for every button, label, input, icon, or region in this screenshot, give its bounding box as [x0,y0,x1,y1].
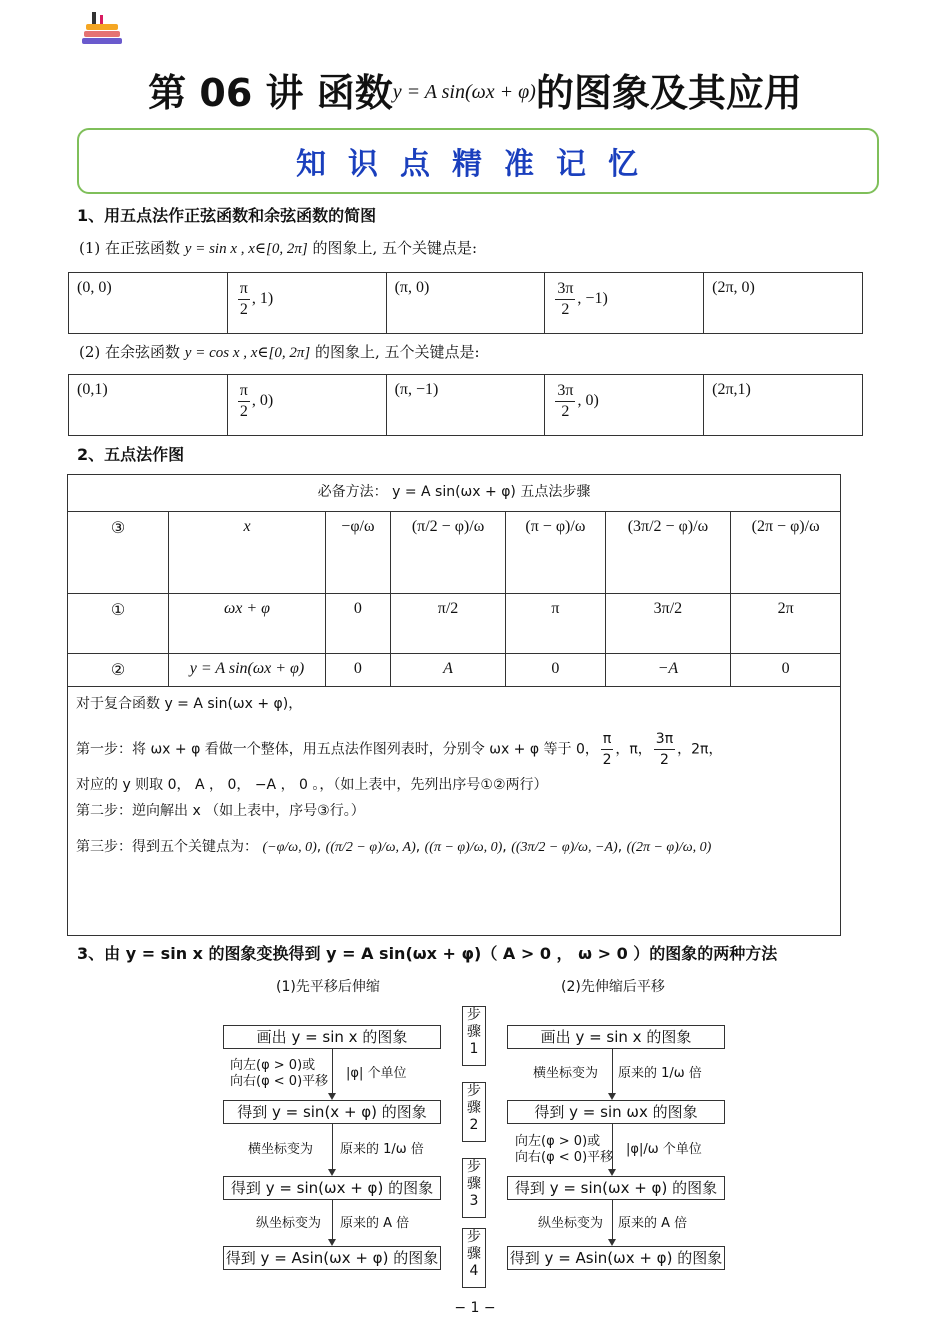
sin-points-table [68,272,863,334]
m2-box-2: 得到 y = sin ωx 的图象 [507,1100,725,1124]
sin-point-2: $\frac{\pi}{2}$ , 1) [227,273,386,334]
step-2-label: 步骤2 [462,1082,486,1142]
row1-name: ωx + φ [169,594,326,654]
m1-label-ratio: 原来的 1/ω 倍 [340,1142,424,1157]
row1-index: ① [68,594,169,654]
row1-cell: 3π/2 [605,594,731,654]
cos-point-3: (π, −1) [386,375,545,436]
m2-label-shift: 向左(φ > 0)或 向右(φ < 0)平移 [515,1134,614,1165]
method-explanation [68,687,841,936]
page-title: 第 06 讲 函数$^{y = A sin(\omega x + \varphi)}$的图象及其应用 [148,71,802,115]
book-logo-icon [80,10,126,48]
row3-index: ③ [68,512,169,594]
cos-points-table [68,374,863,436]
row1-cell: π [506,594,605,654]
row3-cell: (π − φ)/ω [506,512,605,594]
row3-cell: −φ/ω [326,512,391,594]
row1-cell: 0 [326,594,391,654]
m1-label-amp: 原来的 A 倍 [340,1216,410,1231]
page-number: − 1 − [454,1300,496,1316]
method2-title: (2)先伸缩后平移 [561,979,665,995]
step-3-label: 步骤3 [462,1158,486,1218]
m1-box-3: 得到 y = sin(ωx + φ) 的图象 [223,1176,441,1200]
row3-name: x [169,512,326,594]
step2: 第二步：逆向解出 x （如上表中，序号③行。） [76,803,365,819]
section3-heading: 3、由 y = sin x 的图象变换得到 y = A sin(ωx + φ)（ A > 0 ， ω > 0 ）的图象的两种方法 [77,944,778,963]
cos-point-2: $\frac{\pi}{2}$ , 0) [227,375,386,436]
sin-point-3: (π, 0) [386,273,545,334]
step3: 第三步：得到五个关键点为： (−φ/ω, 0), ((π/2 − φ)/ω, A), ((π − φ)/ω, 0), ((3π/2 − φ)/ω, −A), ((2π − φ)/ω, 0) [76,839,712,855]
step-1-label: 步骤1 [462,1006,486,1066]
m1-label-vert: 纵坐标变为 [256,1216,322,1231]
m1-label-units: |φ| 个单位 [346,1066,407,1081]
row1-cell: 2π [731,594,841,654]
m2-box-4: 得到 y = Asin(ωx + φ) 的图象 [507,1246,725,1270]
m2-box-3: 得到 y = sin(ωx + φ) 的图象 [507,1176,725,1200]
sin-point-5: (2π, 0) [704,273,863,334]
five-point-table [67,474,841,936]
m1-label-horiz: 横坐标变为 [248,1142,314,1157]
step1-values: 对应的 y 则取 0， A ， 0， −A ， 0 。，（如上表中，先列出序号①②两行） [76,777,548,793]
m2-label-vert: 纵坐标变为 [538,1216,604,1231]
table-title: 必备方法： y = A sin(ωx + φ) 五点法步骤 [68,475,841,512]
cos-point-5: (2π,1) [704,375,863,436]
row3-cell: (2π − φ)/ω [731,512,841,594]
m2-label-amp: 原来的 A 倍 [618,1216,688,1231]
m1-box-2: 得到 y = sin(x + φ) 的图象 [223,1100,441,1124]
m1-box-1: 画出 y = sin x 的图象 [223,1025,441,1049]
m1-box-4: 得到 y = Asin(ωx + φ) 的图象 [223,1246,441,1270]
method1-title: (1)先平移后伸缩 [276,979,380,995]
section1-heading: 1、用五点法作正弦函数和余弦函数的简图 [77,206,377,225]
step1: 第一步：将 ωx + φ 看做一个整体，用五点法作图列表时，分别令 ωx + φ 等于 0， $\frac{\pi}{2}$ ，π， $\frac{3\pi}{2}$ ，2π， [76,731,723,768]
composite-intro: 对于复合函数 y = A sin(ωx + φ)， [76,696,303,712]
cos-intro: (2) 在余弦函数 y = cos x , x∈[0, 2π] 的图象上, 五个关键点是: [79,343,480,361]
m2-box-1: 画出 y = sin x 的图象 [507,1025,725,1049]
cos-point-1: (0,1) [69,375,228,436]
m2-label-horiz: 横坐标变为 [533,1066,599,1081]
row2-cell: A [390,654,505,687]
row1-cell: π/2 [390,594,505,654]
sin-intro: (1) 在正弦函数 y = sin x , x∈[0, 2π] 的图象上, 五个关键点是: [79,239,478,257]
row2-cell: 0 [326,654,391,687]
m2-label-ratio: 原来的 1/ω 倍 [618,1066,702,1081]
cos-point-4: $\frac{3\pi}{2}$ , 0) [545,375,704,436]
m2-label-units: |φ|/ω 个单位 [626,1142,702,1157]
section-banner: 知识点精准记忆 [77,128,879,194]
step-4-label: 步骤4 [462,1228,486,1288]
row3-cell: (π/2 − φ)/ω [390,512,505,594]
row2-cell: 0 [506,654,605,687]
row2-cell: 0 [731,654,841,687]
row2-cell: −A [605,654,731,687]
row3-cell: (3π/2 − φ)/ω [605,512,731,594]
row2-name: y = A sin(ωx + φ) [169,654,326,687]
section2-heading: 2、五点法作图 [77,445,185,464]
sin-point-1: (0, 0) [69,273,228,334]
m1-label-shift: 向左(φ > 0)或 向右(φ < 0)平移 [230,1058,329,1089]
sin-point-4: $\frac{3\pi}{2}$ , −1) [545,273,704,334]
row2-index: ② [68,654,169,687]
